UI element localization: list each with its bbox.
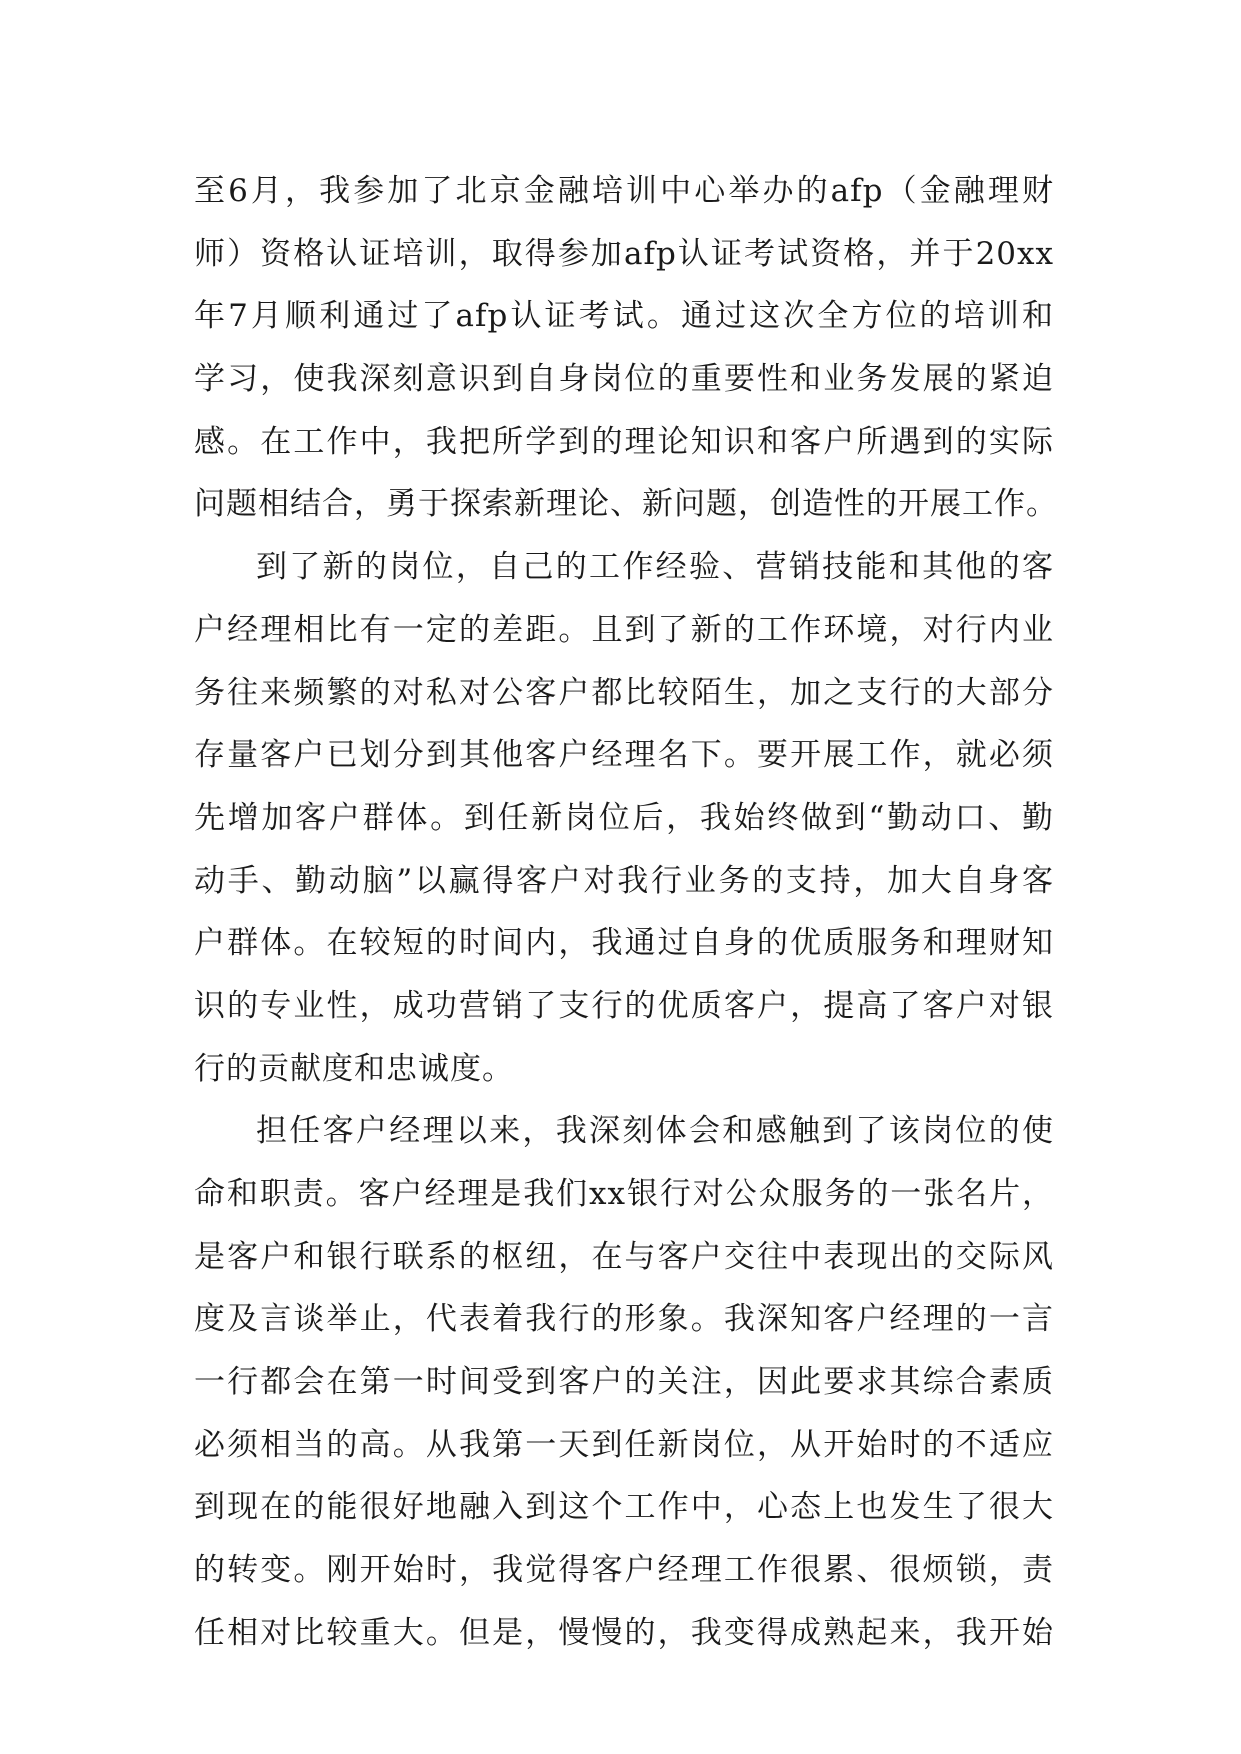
text-line: 户群体。在较短的时间内，我通过自身的优质服务和理财知 bbox=[194, 925, 1054, 962]
text-line: 识的专业性，成功营销了支行的优质客户，提高了客户对银 bbox=[194, 987, 1054, 1024]
text-line: 行的贡献度和忠诚度。 bbox=[194, 1050, 514, 1087]
text-line: 先增加客户群体。到任新岗位后，我始终做到“勤动口、勤 bbox=[194, 799, 1054, 836]
body-text bbox=[194, 160, 1058, 1665]
text-line: 户经理相比有一定的差距。且到了新的工作环境，对行内业 bbox=[194, 611, 1054, 648]
text-line: 年7月顺利通过了afp认证考试。通过这次全方位的培训和 bbox=[194, 298, 1054, 335]
text-line: 动手、勤动脑”以赢得客户对我行业务的支持，加大自身客 bbox=[194, 862, 1054, 899]
text-line: 学习，使我深刻意识到自身岗位的重要性和业务发展的紧迫 bbox=[194, 361, 1054, 398]
text-line: 一行都会在第一时间受到客户的关注，因此要求其综合素质 bbox=[194, 1364, 1054, 1401]
text-line: 任相对比较重大。但是，慢慢的，我变得成熟起来，我开始 bbox=[194, 1614, 1054, 1651]
text-line: 必须相当的高。从我第一天到任新岗位，从开始时的不适应 bbox=[194, 1426, 1054, 1463]
text-line: 师）资格认证培训，取得参加afp认证考试资格，并于20xx bbox=[194, 235, 1054, 272]
text-line: 至6月，我参加了北京金融培训中心举办的afp（金融理财 bbox=[194, 173, 1054, 209]
text-line: 问题相结合，勇于探索新理论、新问题，创造性的开展工作。 bbox=[194, 486, 1058, 523]
text-line: 感。在工作中，我把所学到的理论知识和客户所遇到的实际 bbox=[194, 423, 1054, 460]
text-line: 的转变。刚开始时，我觉得客户经理工作很累、很烦锁，责 bbox=[194, 1552, 1054, 1589]
text-line: 务往来频繁的对私对公客户都比较陌生，加之支行的大部分 bbox=[194, 674, 1054, 711]
text-line: 存量客户已划分到其他客户经理名下。要开展工作，就必须 bbox=[194, 737, 1054, 774]
text-line: 度及言谈举止，代表着我行的形象。我深知客户经理的一言 bbox=[194, 1301, 1054, 1338]
text-line: 是客户和银行联系的枢纽，在与客户交往中表现出的交际风 bbox=[194, 1238, 1054, 1275]
text-line: 到了新的岗位，自己的工作经验、营销技能和其他的客 bbox=[256, 549, 1054, 586]
text-line: 到现在的能很好地融入到这个工作中，心态上也发生了很大 bbox=[194, 1489, 1054, 1526]
text-line: 担任客户经理以来，我深刻体会和感触到了该岗位的使 bbox=[256, 1113, 1054, 1150]
text-line: 命和职责。客户经理是我们xx银行对公众服务的一张名片， bbox=[194, 1176, 1054, 1212]
